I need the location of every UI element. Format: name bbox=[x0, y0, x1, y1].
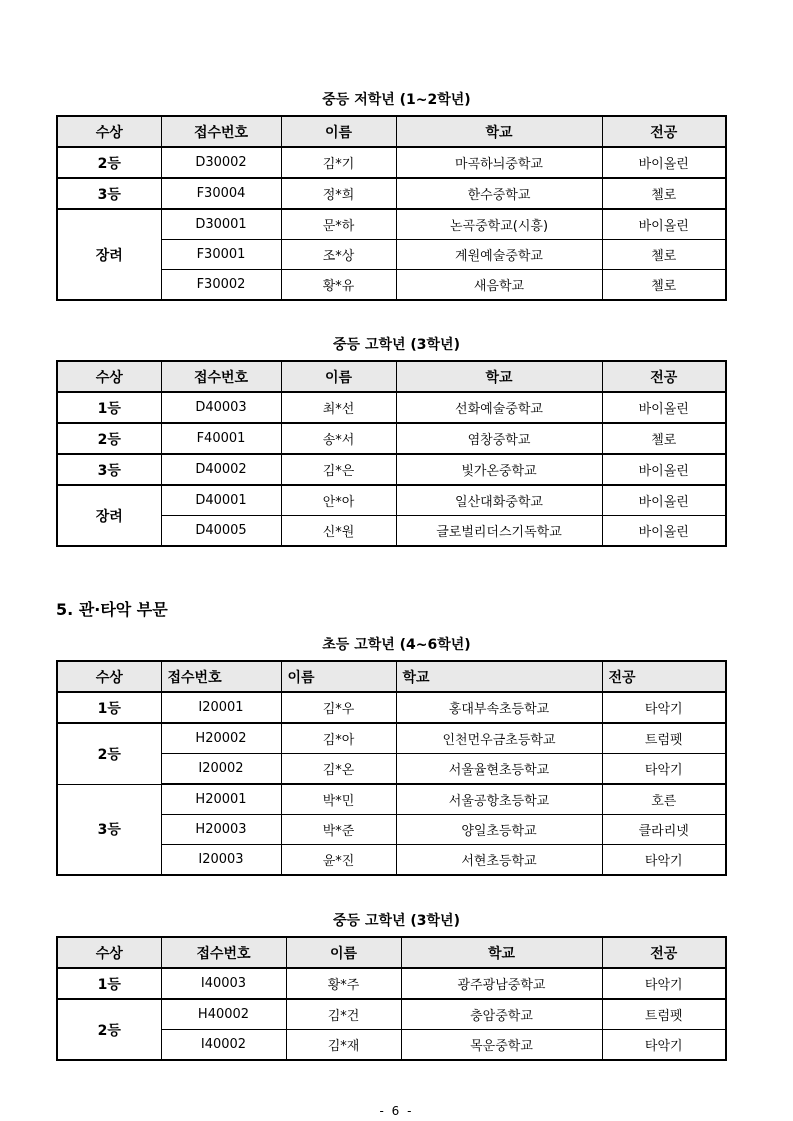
header-entry-number: 접수번호 bbox=[161, 661, 281, 692]
header-major: 전공 bbox=[602, 937, 726, 968]
school-cell: 양일초등학교 bbox=[396, 815, 602, 845]
table-row bbox=[57, 723, 726, 754]
major-cell: 첼로 bbox=[602, 178, 726, 209]
page-number: - 6 - bbox=[379, 1104, 414, 1118]
header-award: 수상 bbox=[57, 937, 161, 968]
header-name: 이름 bbox=[281, 116, 396, 147]
major-cell: 첼로 bbox=[602, 240, 726, 270]
header-school: 학교 bbox=[401, 937, 602, 968]
major-cell: 타악기 bbox=[602, 845, 726, 876]
name-cell: 정*희 bbox=[281, 178, 396, 209]
name-cell: 윤*진 bbox=[281, 845, 396, 876]
school-cell: 새음학교 bbox=[396, 270, 602, 301]
school-cell: 계원예술중학교 bbox=[396, 240, 602, 270]
entry-number-cell: F30002 bbox=[161, 270, 281, 301]
header-name: 이름 bbox=[286, 937, 401, 968]
name-cell: 신*원 bbox=[281, 516, 396, 547]
major-cell: 타악기 bbox=[602, 1030, 726, 1061]
table-row bbox=[57, 147, 726, 178]
header-entry-number: 접수번호 bbox=[161, 116, 281, 147]
entry-number-cell: D40005 bbox=[161, 516, 281, 547]
school-cell: 충암중학교 bbox=[401, 999, 602, 1030]
header-award: 수상 bbox=[57, 116, 161, 147]
name-cell: 김*우 bbox=[281, 692, 396, 723]
header-major: 전공 bbox=[602, 361, 726, 392]
school-cell: 서울율현초등학교 bbox=[396, 754, 602, 785]
school-cell: 홍대부속초등학교 bbox=[396, 692, 602, 723]
name-cell: 조*상 bbox=[281, 240, 396, 270]
header-school: 학교 bbox=[396, 661, 602, 692]
award-cell: 장려 bbox=[57, 209, 161, 300]
name-cell: 문*하 bbox=[281, 209, 396, 240]
entry-number-cell: I40002 bbox=[161, 1030, 286, 1061]
award-cell: 3등 bbox=[57, 178, 161, 209]
table-row bbox=[57, 392, 726, 423]
major-cell: 바이올린 bbox=[602, 147, 726, 178]
name-cell: 김*재 bbox=[286, 1030, 401, 1061]
table-caption: 중등 저학년 (1~2학년) bbox=[322, 92, 471, 108]
major-cell: 트럼펫 bbox=[602, 723, 726, 754]
school-cell: 서울공항초등학교 bbox=[396, 784, 602, 815]
header-school: 학교 bbox=[396, 361, 602, 392]
major-cell: 바이올린 bbox=[602, 485, 726, 516]
major-cell: 바이올린 bbox=[602, 209, 726, 240]
table-row bbox=[57, 968, 726, 999]
entry-number-cell: H20003 bbox=[161, 815, 281, 845]
award-cell: 2등 bbox=[57, 147, 161, 178]
entry-number-cell: F30001 bbox=[161, 240, 281, 270]
major-cell: 바이올린 bbox=[602, 516, 726, 547]
header-entry-number: 접수번호 bbox=[161, 937, 286, 968]
school-cell: 일산대화중학교 bbox=[396, 485, 602, 516]
entry-number-cell: D30002 bbox=[161, 147, 281, 178]
award-cell: 2등 bbox=[57, 423, 161, 454]
header-award: 수상 bbox=[57, 661, 161, 692]
award-cell: 3등 bbox=[57, 454, 161, 485]
school-cell: 빛가온중학교 bbox=[396, 454, 602, 485]
award-cell: 2등 bbox=[57, 999, 161, 1060]
school-cell: 인천먼우금초등학교 bbox=[396, 723, 602, 754]
entry-number-cell: D40002 bbox=[161, 454, 281, 485]
entry-number-cell: I20002 bbox=[161, 754, 281, 785]
table-header-row bbox=[57, 116, 726, 147]
major-cell: 타악기 bbox=[602, 692, 726, 723]
award-cell: 1등 bbox=[57, 692, 161, 723]
header-major: 전공 bbox=[602, 116, 726, 147]
school-cell: 서현초등학교 bbox=[396, 845, 602, 876]
entry-number-cell: D40001 bbox=[161, 485, 281, 516]
table-caption: 중등 고학년 (3학년) bbox=[333, 913, 460, 929]
results-table bbox=[56, 115, 727, 301]
header-school: 학교 bbox=[396, 116, 602, 147]
entry-number-cell: F30004 bbox=[161, 178, 281, 209]
award-cell: 장려 bbox=[57, 485, 161, 546]
table-row bbox=[57, 485, 726, 516]
school-cell: 목운중학교 bbox=[401, 1030, 602, 1061]
table-row bbox=[57, 784, 726, 815]
entry-number-cell: D30001 bbox=[161, 209, 281, 240]
school-cell: 염창중학교 bbox=[396, 423, 602, 454]
award-cell: 1등 bbox=[57, 968, 161, 999]
entry-number-cell: H20001 bbox=[161, 784, 281, 815]
name-cell: 김*은 bbox=[281, 454, 396, 485]
major-cell: 첼로 bbox=[602, 423, 726, 454]
table-header-row bbox=[57, 361, 726, 392]
name-cell: 송*서 bbox=[281, 423, 396, 454]
school-cell: 선화예술중학교 bbox=[396, 392, 602, 423]
name-cell: 김*건 bbox=[286, 999, 401, 1030]
school-cell: 한수중학교 bbox=[396, 178, 602, 209]
table-row bbox=[57, 692, 726, 723]
major-cell: 바이올린 bbox=[602, 454, 726, 485]
major-cell: 클라리넷 bbox=[602, 815, 726, 845]
table-row bbox=[57, 178, 726, 209]
table-row bbox=[57, 423, 726, 454]
header-name: 이름 bbox=[281, 661, 396, 692]
name-cell: 김*기 bbox=[281, 147, 396, 178]
major-cell: 타악기 bbox=[602, 754, 726, 785]
entry-number-cell: I40003 bbox=[161, 968, 286, 999]
name-cell: 황*주 bbox=[286, 968, 401, 999]
header-award: 수상 bbox=[57, 361, 161, 392]
section-heading: 5. 관·타악 부문 bbox=[56, 600, 168, 619]
results-table bbox=[56, 936, 727, 1061]
name-cell: 박*준 bbox=[281, 815, 396, 845]
entry-number-cell: I20001 bbox=[161, 692, 281, 723]
major-cell: 호른 bbox=[602, 784, 726, 815]
table-row bbox=[57, 999, 726, 1030]
major-cell: 트럼펫 bbox=[602, 999, 726, 1030]
name-cell: 최*선 bbox=[281, 392, 396, 423]
name-cell: 김*아 bbox=[281, 723, 396, 754]
name-cell: 박*민 bbox=[281, 784, 396, 815]
school-cell: 글로벌리더스기독학교 bbox=[396, 516, 602, 547]
entry-number-cell: H40002 bbox=[161, 999, 286, 1030]
table-header-row bbox=[57, 661, 726, 692]
header-name: 이름 bbox=[281, 361, 396, 392]
entry-number-cell: H20002 bbox=[161, 723, 281, 754]
header-entry-number: 접수번호 bbox=[161, 361, 281, 392]
results-table bbox=[56, 660, 727, 876]
name-cell: 안*아 bbox=[281, 485, 396, 516]
major-cell: 바이올린 bbox=[602, 392, 726, 423]
table-row bbox=[57, 209, 726, 240]
entry-number-cell: F40001 bbox=[161, 423, 281, 454]
name-cell: 황*유 bbox=[281, 270, 396, 301]
school-cell: 광주광남중학교 bbox=[401, 968, 602, 999]
entry-number-cell: D40003 bbox=[161, 392, 281, 423]
table-row bbox=[57, 454, 726, 485]
table-header-row bbox=[57, 937, 726, 968]
results-table bbox=[56, 360, 727, 547]
major-cell: 타악기 bbox=[602, 968, 726, 999]
award-cell: 1등 bbox=[57, 392, 161, 423]
school-cell: 논곡중학교(시흥) bbox=[396, 209, 602, 240]
header-major: 전공 bbox=[602, 661, 726, 692]
entry-number-cell: I20003 bbox=[161, 845, 281, 876]
school-cell: 마곡하늬중학교 bbox=[396, 147, 602, 178]
award-cell: 2등 bbox=[57, 723, 161, 784]
table-caption: 중등 고학년 (3학년) bbox=[333, 337, 460, 353]
name-cell: 김*온 bbox=[281, 754, 396, 785]
major-cell: 첼로 bbox=[602, 270, 726, 301]
award-cell: 3등 bbox=[57, 784, 161, 875]
table-caption: 초등 고학년 (4~6학년) bbox=[322, 637, 471, 653]
